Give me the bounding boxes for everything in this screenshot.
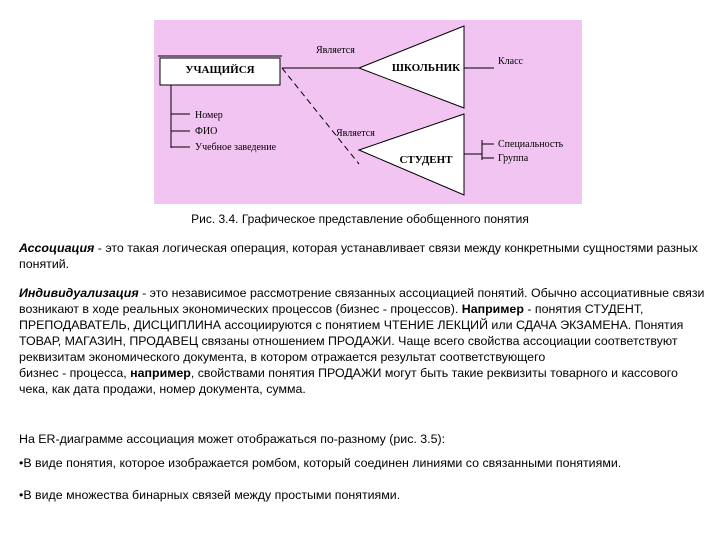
link-label-1: Является (316, 45, 355, 56)
example-label-2: например (130, 366, 191, 380)
paragraph-er-diagram: На ER-диаграмме ассоциация может отображаться по-разному (рис. 3.5): (19, 432, 446, 446)
link-label-2: Является (336, 128, 375, 139)
association-definition: - это такая логическая операция, которая устанавливает связи между конкретными сущностями разных понятий. (19, 241, 698, 271)
individualization-text-d: , свойствами понятия ПРОДАЖИ могут быть такие реквизиты товарного и кассового чека, как дата продажи, номер документа, сумма. (19, 366, 678, 396)
paragraph-individualization (19, 285, 709, 397)
child1-attr-class: Класс (498, 56, 523, 67)
individualization-text-c: бизнес - процесса, (19, 366, 131, 380)
entity-parent (158, 56, 282, 85)
paragraph-association (19, 240, 709, 272)
individualization-text-a: - это независимое рассмотрение связанных ассоциацией понятий. Обычно ассоциативные связи возникают в ходе реальных экономических процессов (бизнес - процессов). (19, 286, 705, 316)
term-association: Ассоциация (19, 241, 95, 255)
child2-attr-specialty: Специальность (498, 139, 564, 150)
entity-child2-label: СТУДЕНТ (399, 154, 453, 166)
figure-caption: Рис. 3.4. Графическое представление обобщенного понятия (191, 212, 529, 226)
parent-attr-fio: ФИО (195, 126, 218, 137)
entity-child1-label: ШКОЛЬНИК (391, 62, 461, 74)
bullet-binary-links: •В виде множества бинарных связей между простыми понятиями. (19, 488, 401, 502)
parent-attr-number: Номер (195, 110, 223, 121)
term-individualization: Индивидуализация (19, 286, 139, 300)
generalization-diagram (154, 20, 582, 204)
example-label-1: Например (461, 302, 524, 316)
bullet-rhombus: •В виде понятия, которое изображается ромбом, который соединен линиями со связанными понятиями. (19, 456, 622, 470)
individualization-text-b: - понятия СТУДЕНТ, ПРЕПОДАВАТЕЛЬ, ДИСЦИПЛИНА ассоциируются с понятием ЧТЕНИЕ ЛЕКЦИЙ или СДАЧА ЭКЗАМЕНА. Понятия ТОВАР, МАГАЗИН, ПРОДАВЕЦ связаны отношением ПРОДАЖИ. Чаще всего свойства ассоциации соответствуют реквизитам экономического документа, в котором отражается результат соответствующего (19, 302, 684, 364)
child2-attr-group: Группа (498, 153, 529, 164)
entity-parent-label: УЧАЩИЙСЯ (185, 64, 255, 76)
parent-attr-school: Учебное заведение (195, 142, 277, 153)
